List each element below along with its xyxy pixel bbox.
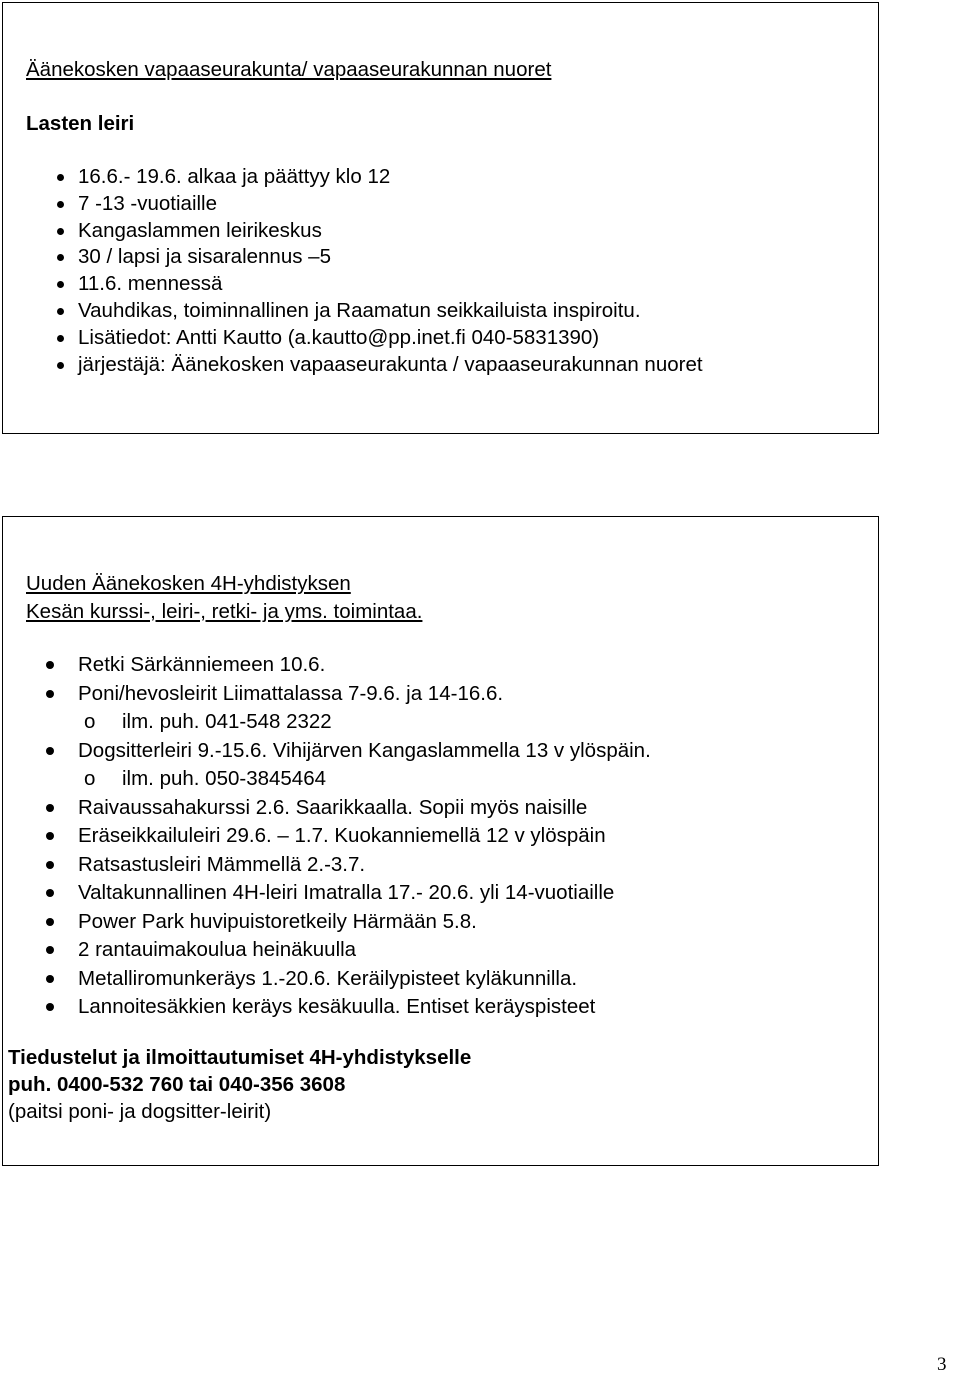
- list-item: järjestäjä: Äänekosken vapaaseurakunta / vapaaseurakunnan nuoret: [0, 352, 703, 379]
- list-item: 2 rantauimakoulua heinäkuulla: [0, 936, 651, 965]
- contact-note: (paitsi poni- ja dogsitter-leirit): [8, 1100, 272, 1123]
- sub-item-text: ilm. puh. 041-548 2322: [122, 710, 332, 733]
- list-item: Poni/hevosleirit Liimattalassa 7-9.6. ja 14-16.6.: [0, 680, 651, 709]
- list-item: 16.6.- 19.6. alkaa ja päättyy klo 12: [0, 164, 703, 191]
- organization-title: Äänekosken vapaaseurakunta/ vapaaseurakunnan nuoret: [26, 58, 552, 81]
- list-item: 11.6. mennessä: [0, 271, 703, 298]
- list-item: Eräseikkailuleiri 29.6. – 1.7. Kuokanniemellä 12 v ylöspäin: [0, 822, 651, 851]
- list-item: Raivaussahakurssi 2.6. Saarikkaalla. Sopii myös naisille: [0, 794, 651, 823]
- activities-list: [0, 651, 651, 1022]
- sub-list-item: [0, 765, 651, 794]
- sub-bullet-marker: o: [84, 767, 96, 790]
- association-title: Uuden Äänekosken 4H-yhdistyksen: [26, 572, 351, 595]
- contact-phone: puh. 0400-532 760 tai 040-356 3608: [8, 1073, 346, 1096]
- list-item: Valtakunnallinen 4H-leiri Imatralla 17.- 20.6. yli 14-vuotiaille: [0, 879, 651, 908]
- camp-title: Lasten leiri: [26, 112, 135, 135]
- list-item: 7 -13 -vuotiaille: [0, 191, 703, 218]
- contact-heading: Tiedustelut ja ilmoittautumiset 4H-yhdistykselle: [8, 1046, 472, 1069]
- list-item: Lannoitesäkkien keräys kesäkuulla. Entiset keräyspisteet: [0, 993, 651, 1022]
- list-item: Dogsitterleiri 9.-15.6. Vihijärven Kangaslammella 13 v ylöspäin.: [0, 737, 651, 766]
- sub-list-item: [0, 708, 651, 737]
- sub-bullet-marker: o: [84, 710, 96, 733]
- list-item: Power Park huvipuistoretkeily Härmään 5.8.: [0, 908, 651, 937]
- list-item: Retki Särkänniemeen 10.6.: [0, 651, 651, 680]
- list-item: Vauhdikas, toiminnallinen ja Raamatun seikkailuista inspiroitu.: [0, 298, 703, 325]
- list-item: Kangaslammen leirikeskus: [0, 218, 703, 245]
- activities-subtitle: Kesän kurssi-, leiri-, retki- ja yms. toimintaa.: [26, 600, 423, 623]
- list-item: Metalliromunkeräys 1.-20.6. Keräilypisteet kyläkunnilla.: [0, 965, 651, 994]
- sub-item-text: ilm. puh. 050-3845464: [122, 767, 327, 790]
- list-item: 30 / lapsi ja sisaralennus –5: [0, 244, 703, 271]
- list-item: Ratsastusleiri Mämmellä 2.-3.7.: [0, 851, 651, 880]
- page-number: 3: [937, 1354, 947, 1375]
- camp-details-list: [0, 164, 703, 378]
- list-item: Lisätiedot: Antti Kautto (a.kautto@pp.inet.fi 040-5831390): [0, 325, 703, 352]
